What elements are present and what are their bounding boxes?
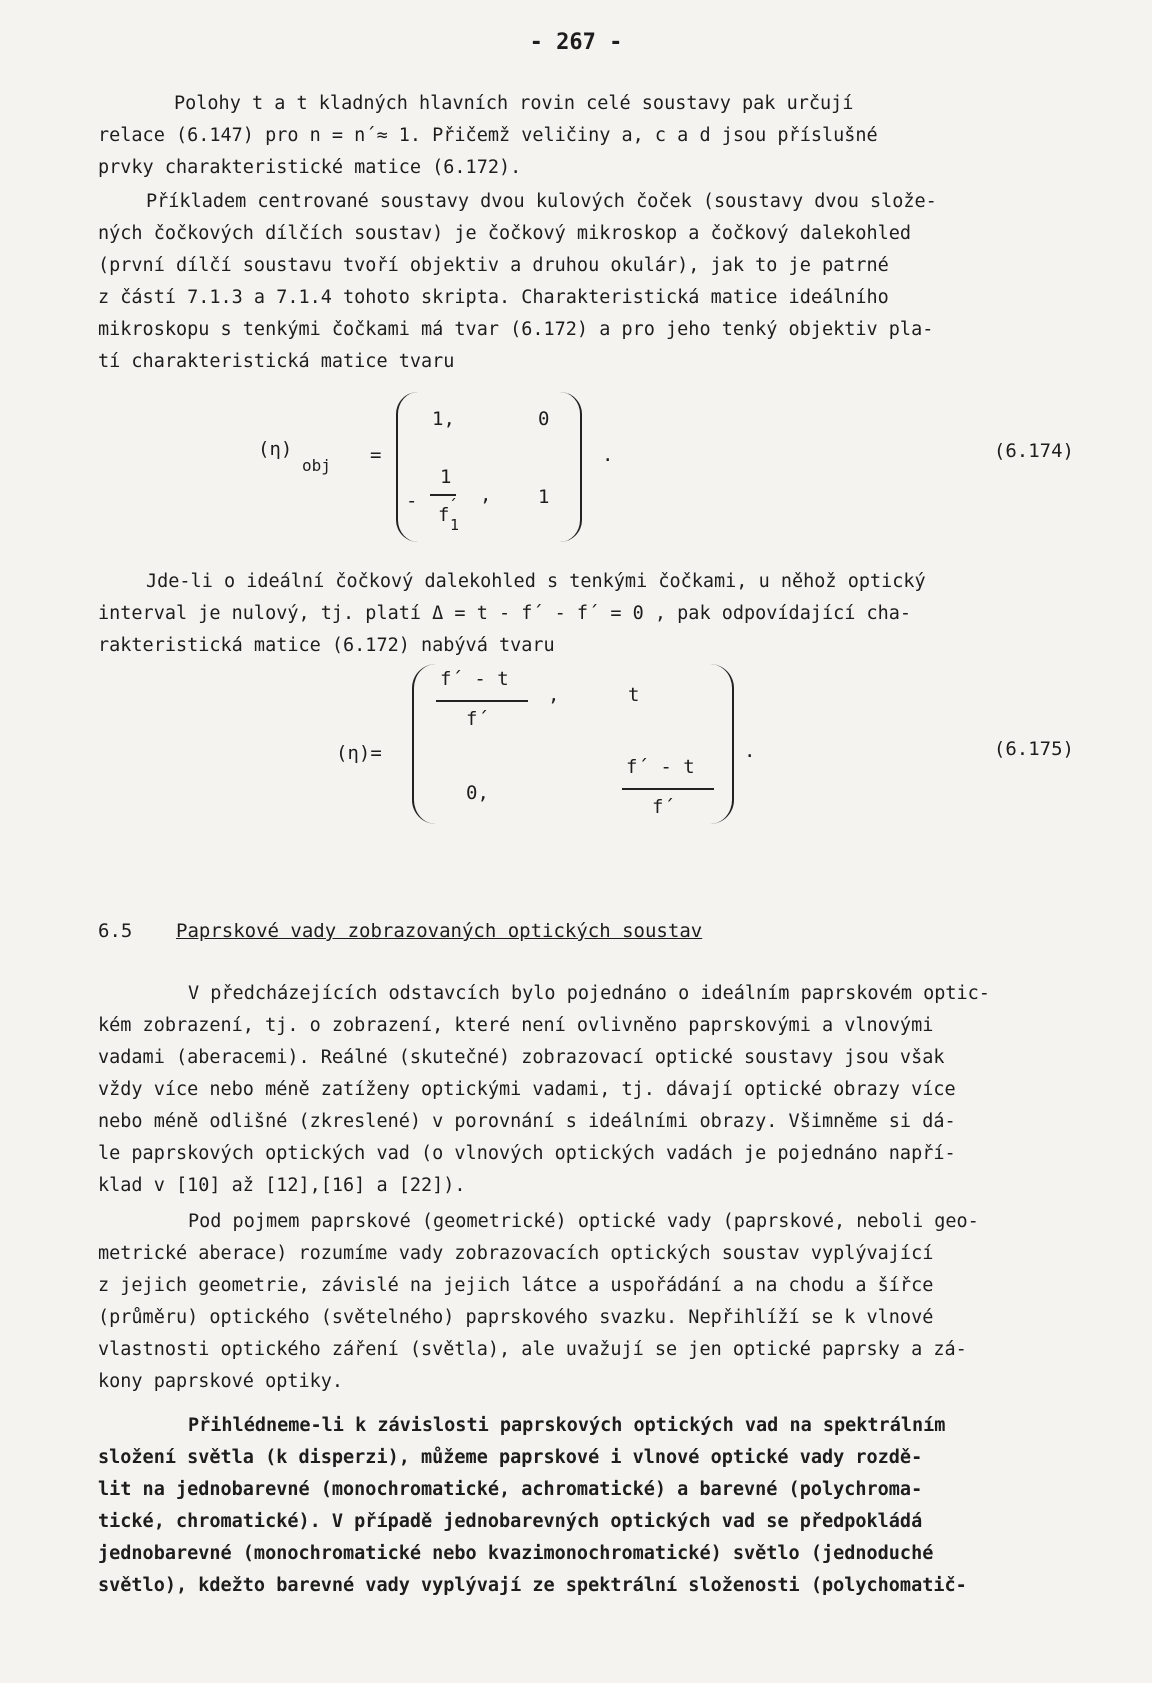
paragraph-microscope (98, 186, 1070, 378)
section-heading (98, 920, 702, 942)
matrix-a22: 1 (538, 486, 550, 508)
text-line: kém zobrazení, tj. o zobrazení, které není ovlivněno paprskovými a vlnovými (98, 1015, 934, 1036)
text-line: prvky charakteristické matice (6.172). (98, 157, 522, 178)
text-line: metrické aberace) rozumíme vady zobrazovacích optických soustav vyplývající (98, 1243, 934, 1264)
text-line: relace (6.147) pro n = n´≈ 1. Přičemž veličiny a, c a d jsou příslušné (98, 125, 878, 146)
matrix-a12: t (628, 684, 640, 706)
prime-mark: ´ (448, 496, 458, 515)
matrix-a21-numerator: 1 (440, 466, 452, 488)
section-number: 6.5 (98, 920, 133, 942)
text-line: vadami (aberacemi). Reálné (skutečné) zobrazovací optické soustavy jsou však (98, 1047, 945, 1068)
text-line: interval je nulový, tj. platí Δ = t - f´ - f´ = 0 , pak odpovídající cha- (98, 603, 912, 624)
text-line: rakteristická matice (6.172) nabývá tvaru (98, 635, 555, 656)
text-line: tické, chromatické). V případě jednobarevných optických vad se předpokládá (98, 1511, 923, 1532)
text-line: Jde-li o ideální čočkový dalekohled s tenkými čočkami, u něhož optický (146, 571, 926, 592)
eq-lhs: (η) (258, 438, 293, 460)
text-line: Příkladem centrované soustavy dvou kulových čoček (soustavy dvou slože- (146, 191, 937, 212)
fraction-bar (622, 788, 714, 790)
paragraph-spectral (98, 1410, 1070, 1602)
text-line: V předcházejících odstavcích bylo pojednáno o ideálním paprskovém optic- (188, 983, 990, 1004)
text-line: ných čočkových dílčích soustav) je čočkový mikroskop a čočkový dalekohled (98, 223, 912, 244)
subscript: 1 (450, 516, 460, 534)
matrix-right-bracket (710, 664, 734, 824)
text-line: vždy více nebo méně zatíženy optickými vadami, tj. dávají optické obrazy více (98, 1079, 956, 1100)
text-line: le paprskových optických vad (o vlnových optických vadách je pojednáno napří- (98, 1143, 956, 1164)
matrix-a11-denominator: f´ (466, 708, 489, 730)
text-line: (průměru) optického (světelného) paprskového svazku. Nepřihlíží se k vlnové (98, 1307, 934, 1328)
text-line: nebo méně odlišné (zkreslené) v porovnání s ideálními obrazy. Všimněme si dá- (98, 1111, 956, 1132)
text-line: mikroskopu s tenkými čočkami má tvar (6.172) a pro jeho tenký objektiv pla- (98, 319, 934, 340)
text-line: lit na jednobarevné (monochromatické, achromatické) a barevné (polychroma- (98, 1479, 923, 1500)
matrix-a11-numerator: f´ - t (440, 668, 509, 690)
eq-dot: . (602, 444, 614, 466)
eq-dot: . (744, 740, 756, 762)
paragraph-telescope (98, 566, 1070, 662)
fraction-bar (436, 700, 528, 702)
text-line: kony paprskové optiky. (98, 1371, 344, 1392)
text-line: z jejich geometrie, závislé na jejich látce a uspořádání a na chodu a šířce (98, 1275, 934, 1296)
eq-lhs-subscript: obj (302, 456, 331, 475)
matrix-left-bracket (412, 664, 436, 824)
matrix-a21-minus: - (406, 490, 418, 512)
paragraph-geometric-aberrations (98, 1206, 1070, 1398)
text-line: světlo), kdežto barevné vady vyplývají ze spektrální složenosti (polychomatič- (98, 1575, 967, 1596)
paragraph-ideal-imaging (98, 978, 1070, 1202)
matrix-a21-denominator: f (438, 504, 450, 526)
eq-lhs: (η)= (336, 742, 382, 764)
matrix-a11: 1, (432, 408, 455, 430)
matrix-a21-comma: , (480, 484, 492, 506)
text-line: Polohy t a t kladných hlavních rovin celé soustavy pak určují (174, 93, 854, 114)
matrix-a11-comma: , (548, 684, 560, 706)
matrix-left-bracket (396, 392, 418, 542)
eq-equals: = (370, 444, 382, 466)
text-line: Pod pojmem paprskové (geometrické) optické vady (paprskové, neboli geo- (188, 1211, 979, 1232)
paragraph-positions (98, 88, 1070, 184)
matrix-right-bracket (560, 392, 582, 542)
text-line: z částí 7.1.3 a 7.1.4 tohoto skripta. Charakteristická matice ideálního (98, 287, 889, 308)
page-number: - 267 - (529, 30, 623, 55)
text-line: složení světla (k disperzi), můžeme paprskové i vlnové optické vady rozdě- (98, 1447, 923, 1468)
text-line: vlastnosti optického záření (světla), ale uvažují se jen optické paprsky a zá- (98, 1339, 967, 1360)
matrix-a22-numerator: f´ - t (626, 756, 695, 778)
equation-number: (6.175) (993, 738, 1074, 760)
section-title: Paprskové vady zobrazovaných optických soustav (176, 920, 703, 942)
matrix-a12: 0 (538, 408, 550, 430)
text-line: jednobarevné (monochromatické nebo kvazimonochromatické) světlo (jednoduché (98, 1543, 934, 1564)
equation-number: (6.174) (993, 440, 1074, 462)
matrix-a21: 0, (466, 782, 489, 804)
text-line: klad v [10] až [12],[16] a [22]). (98, 1175, 466, 1196)
text-line: (první dílčí soustavu tvoří objektiv a druhou okulár), jak to je patrné (98, 255, 889, 276)
text-line: tí charakteristická matice tvaru (98, 351, 455, 372)
text-line: Přihlédneme-li k závislosti paprskových optických vad na spektrálním (188, 1415, 946, 1436)
matrix-a22-denominator: f´ (652, 796, 675, 818)
